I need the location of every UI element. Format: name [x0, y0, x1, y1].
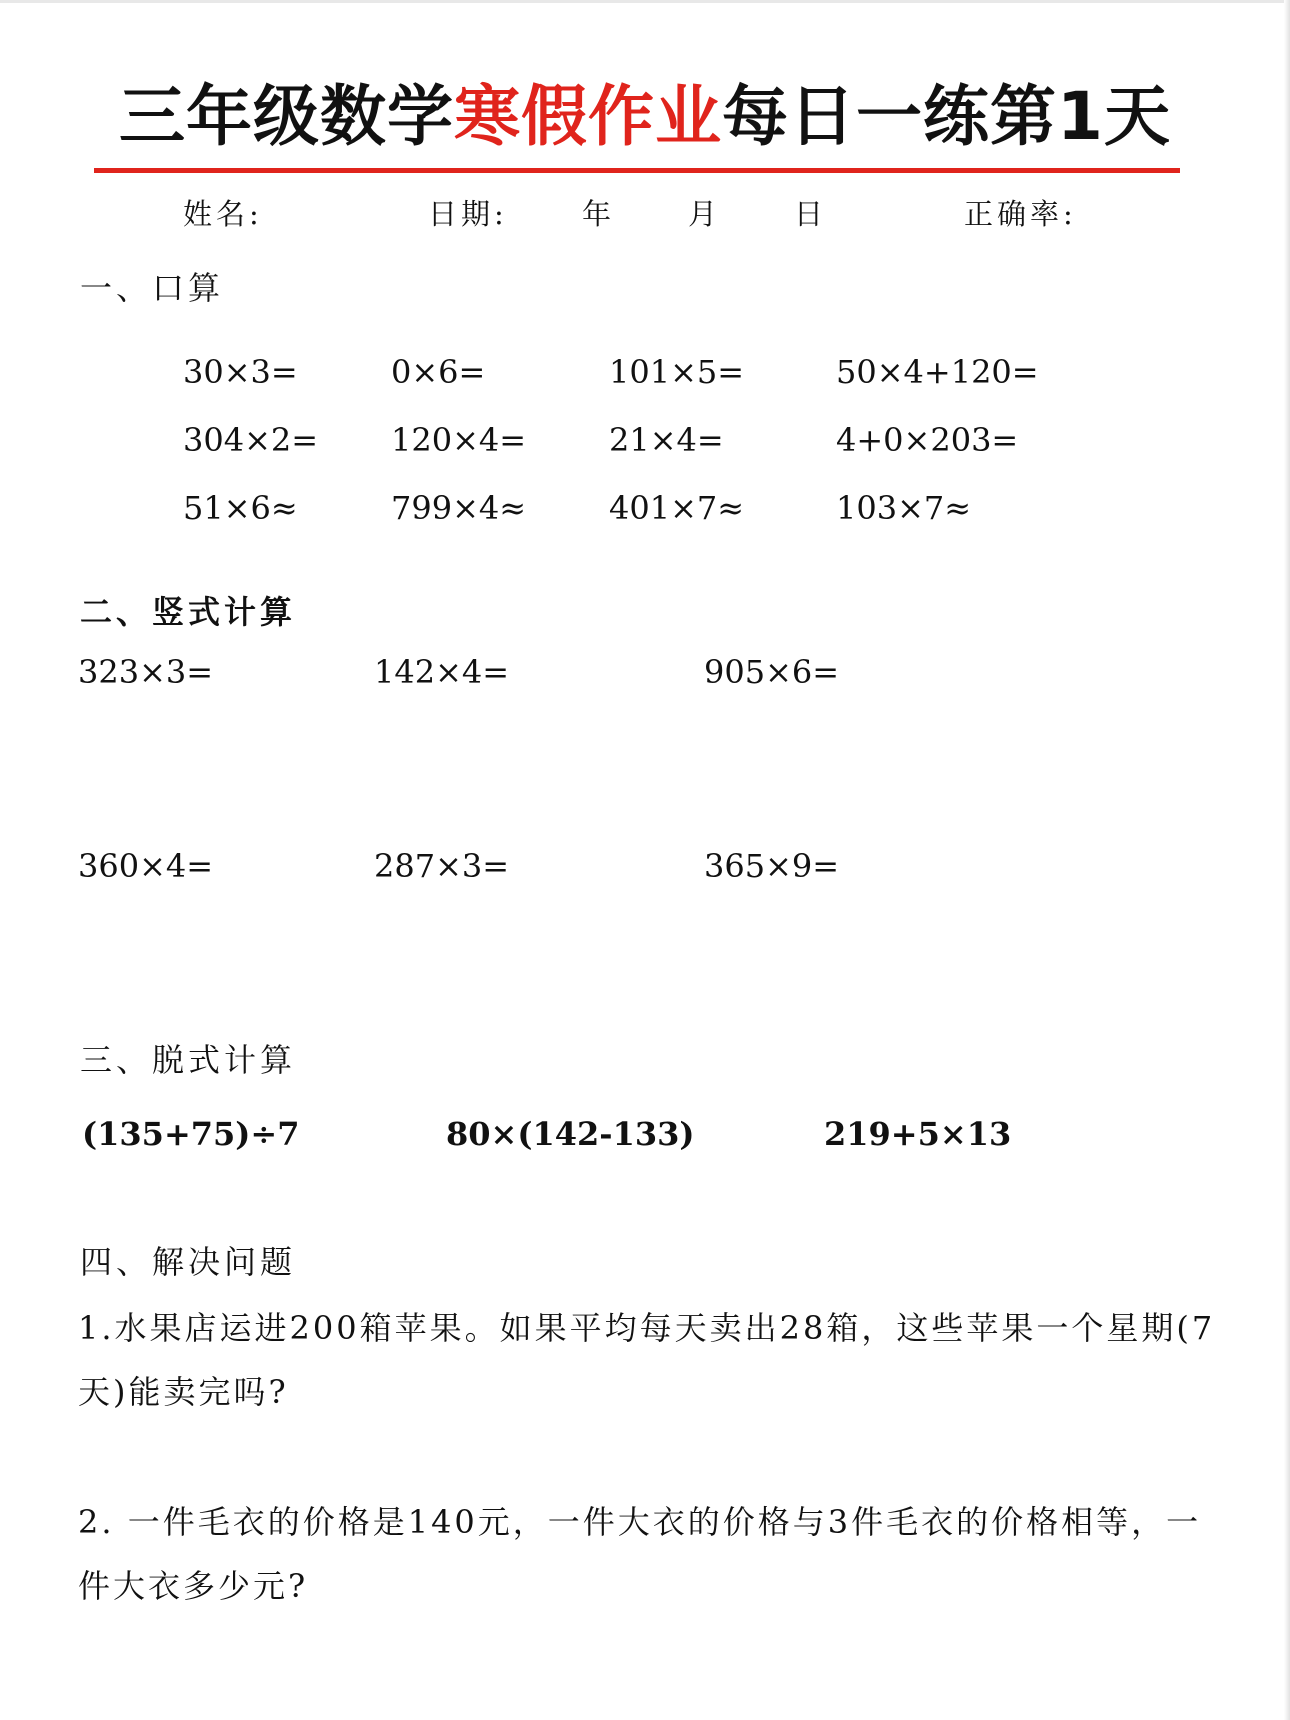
title-underline	[94, 168, 1180, 173]
word-problem-2: 2. 一件毛衣的价格是140元，一件大衣的价格与3件毛衣的价格相等，一件大衣多少元?	[78, 1503, 1202, 1605]
worksheet-title	[0, 72, 1290, 162]
vertical-calc-item: 287×3=	[374, 847, 510, 885]
oral-calc-item: 21×4=	[609, 421, 724, 459]
name-label: 姓名:	[183, 197, 263, 231]
title-part-2-highlight: 寒假作业	[454, 78, 723, 155]
oral-calc-item: 4+0×203=	[836, 421, 1019, 459]
month-label: 月	[688, 197, 722, 231]
year-label: 年	[582, 197, 616, 231]
oral-calc-item: 101×5=	[609, 353, 745, 391]
section-4-heading: 四、解决问题	[80, 1243, 297, 1281]
oral-calc-item: 401×7≈	[609, 489, 745, 527]
oral-calc-item: 304×2=	[183, 421, 319, 459]
section-3-heading: 三、脱式计算	[80, 1041, 297, 1079]
oral-calc-item: 799×4≈	[391, 489, 527, 527]
page-right-edge	[1284, 0, 1290, 1720]
title-part-3: 每日一练第1天	[722, 78, 1171, 155]
step-calc-item: 80×(142-133)	[446, 1115, 695, 1153]
page-top-edge	[0, 0, 1290, 3]
oral-calc-item: 120×4=	[391, 421, 527, 459]
oral-calc-item: 103×7≈	[836, 489, 972, 527]
vertical-calc-item: 360×4=	[78, 847, 214, 885]
section-1-heading: 一、口算	[80, 269, 225, 307]
day-label: 日	[794, 197, 828, 231]
oral-calc-item: 30×3=	[183, 353, 298, 391]
oral-calc-item: 50×4+120=	[836, 353, 1039, 391]
vertical-calc-item: 905×6=	[704, 653, 840, 691]
accuracy-label: 正确率:	[964, 197, 1077, 231]
vertical-calc-item: 323×3=	[78, 653, 214, 691]
section-2-heading: 二、竖式计算	[80, 593, 297, 631]
vertical-calc-item: 365×9=	[704, 847, 840, 885]
oral-calc-item: 51×6≈	[183, 489, 298, 527]
oral-calc-item: 0×6=	[391, 353, 486, 391]
title-part-1: 三年级数学	[119, 78, 455, 155]
step-calc-item: (135+75)÷7	[82, 1115, 300, 1153]
word-problem-1: 1.水果店运进200箱苹果。如果平均每天卖出28箱，这些苹果一个星期(7天)能卖完吗?	[78, 1309, 1216, 1411]
step-calc-item: 219+5×13	[824, 1115, 1012, 1153]
date-label: 日期:	[428, 197, 508, 231]
vertical-calc-item: 142×4=	[374, 653, 510, 691]
